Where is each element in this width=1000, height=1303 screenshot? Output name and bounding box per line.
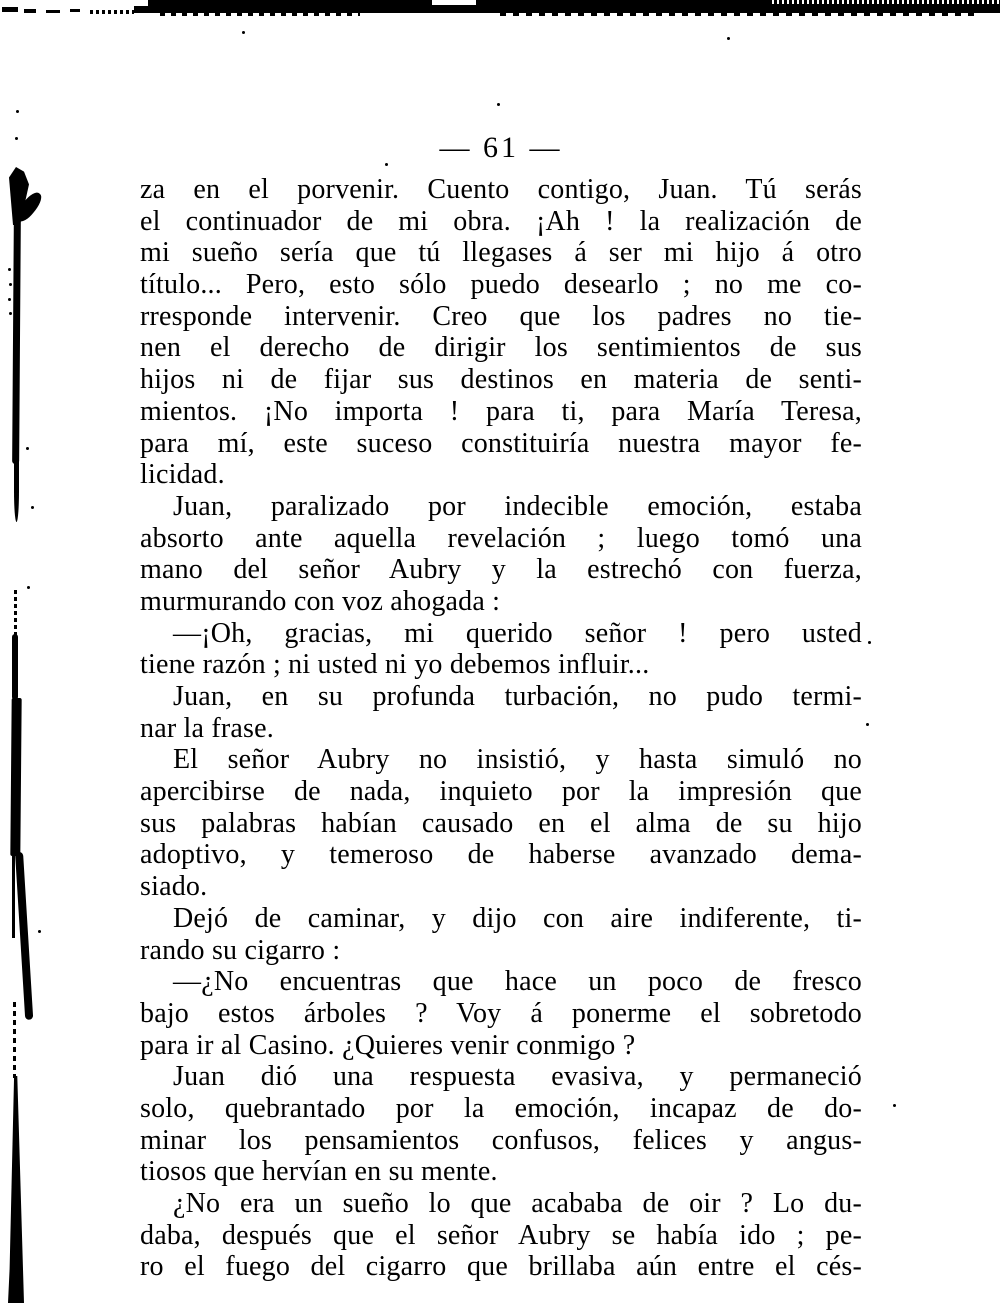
text-line: minar los pensamientos confusos, felices y angus- bbox=[140, 1124, 862, 1156]
binding-shadow-fork bbox=[15, 852, 33, 1020]
text-line: ro el fuego del cigarro que brillaba aún entre el cés- bbox=[140, 1251, 862, 1283]
ink-speck bbox=[15, 137, 18, 140]
text-line: nar la frase. bbox=[140, 712, 274, 744]
text-line: siado. bbox=[140, 871, 208, 903]
text-line: hijos ni de fijar sus destinos en materia de senti- bbox=[140, 364, 862, 396]
text-line: mano del señor Aubry y la estrechó con fuerza, bbox=[140, 554, 862, 586]
scan-artifact-top-mark bbox=[24, 9, 36, 13]
ink-speck bbox=[385, 163, 388, 166]
text-line: —¡Oh, gracias, mi querido señor ! pero usted bbox=[173, 617, 862, 649]
text-line: murmurando con voz ahogada : bbox=[140, 585, 501, 617]
binding-shadow-fork bbox=[12, 852, 15, 938]
ink-speck bbox=[31, 506, 34, 509]
text-line: título... Pero, esto sólo puedo desearlo ; no me co- bbox=[140, 269, 862, 301]
text-line: el continuador de mi obra. ¡Ah ! la realización de bbox=[140, 205, 862, 237]
ink-speck bbox=[9, 283, 12, 286]
ink-speck bbox=[38, 930, 41, 933]
text-line: tiosos que hervían en su mente. bbox=[140, 1156, 498, 1188]
binding-shadow-dots bbox=[13, 1002, 16, 1078]
ink-speck bbox=[893, 1104, 896, 1107]
scan-artifact-top-bar-notch bbox=[432, 0, 476, 5]
text-line: solo, quebrantado por la emoción, incapaz de do- bbox=[140, 1092, 862, 1124]
text-line: mi sueño sería que tú llegases á ser mi hijo á otro bbox=[140, 237, 862, 269]
ink-speck bbox=[497, 103, 500, 106]
ink-speck bbox=[26, 447, 29, 450]
text-line: licidad. bbox=[140, 459, 225, 491]
text-line: apercibirse de nada, inquieto por la impresión que bbox=[140, 776, 862, 808]
binding-shadow-line bbox=[10, 698, 21, 856]
text-line: za en el porvenir. Cuento contigo, Juan. Tú serás bbox=[140, 174, 862, 205]
text-line: adoptivo, y temeroso de haberse avanzado dema- bbox=[140, 839, 862, 871]
binding-shadow-wedge bbox=[8, 1076, 24, 1303]
text-line: bajo estos árboles ? Voy á ponerme el sobretodo bbox=[140, 997, 862, 1029]
text-line: sus palabras habían causado en el alma de su hijo bbox=[140, 807, 862, 839]
ink-speck bbox=[27, 586, 30, 589]
text-line: El señor Aubry no insistió, y hasta simuló no bbox=[173, 744, 862, 776]
text-line: rando su cigarro : bbox=[140, 934, 341, 966]
scan-artifact-top-mark bbox=[2, 7, 18, 12]
scan-artifact-top-mark bbox=[46, 10, 60, 13]
binding-shadow-dots bbox=[14, 590, 17, 640]
text-line: para mí, este suceso constituiría nuestra mayor fe- bbox=[140, 427, 862, 459]
scan-artifact-top-dashes bbox=[160, 13, 360, 16]
page-number-header: — 61 — bbox=[439, 131, 563, 164]
text-line: Juan, en su profunda turbación, no pudo termi- bbox=[173, 681, 862, 712]
text-line: daba, después que el señor Aubry se había ido ; pe- bbox=[140, 1219, 862, 1251]
text-line: mientos. ¡No importa ! para ti, para María Teresa, bbox=[140, 395, 862, 427]
text-line: ¿No era un sueño lo que acababa de oir ? Lo du- bbox=[173, 1188, 862, 1219]
text-block bbox=[140, 174, 862, 1283]
ink-speck bbox=[868, 641, 871, 644]
text-line: absorto ante aquella revelación ; luego tomó una bbox=[140, 522, 862, 554]
text-line: Dejó de caminar, y dijo con aire indiferente, ti- bbox=[173, 902, 862, 934]
text-line: tiene razón ; ni usted ni yo debemos influir... bbox=[140, 649, 650, 681]
text-line: Juan, paralizado por indecible emoción, estaba bbox=[173, 490, 862, 522]
binding-shadow-taper bbox=[14, 460, 19, 522]
text-line: rresponde intervenir. Creo que los padres no tie- bbox=[140, 300, 862, 332]
ink-speck bbox=[16, 110, 19, 113]
scan-artifact-top-mark bbox=[90, 10, 134, 14]
text-line: —¿No encuentras que hace un poco de fresco bbox=[173, 966, 862, 998]
scan-artifact-top-mark bbox=[134, 6, 148, 13]
ink-speck bbox=[9, 312, 12, 315]
binding-shadow-line bbox=[12, 214, 21, 464]
ink-speck bbox=[8, 268, 11, 271]
ink-speck bbox=[866, 723, 869, 726]
scan-artifact-top-dashes bbox=[500, 13, 980, 16]
ink-speck bbox=[8, 298, 11, 301]
scan-artifact-top-bar-dots bbox=[772, 0, 1000, 4]
ink-speck bbox=[242, 31, 245, 34]
scan-artifact-top-mark bbox=[70, 9, 80, 12]
text-line: nen el derecho de dirigir los sentimientos de sus bbox=[140, 332, 862, 364]
text-line: para ir al Casino. ¿Quieres venir conmigo ? bbox=[140, 1029, 636, 1061]
text-line: Juan dió una respuesta evasiva, y permaneció bbox=[173, 1061, 862, 1093]
ink-speck bbox=[727, 37, 730, 40]
binding-shadow-line bbox=[12, 634, 18, 700]
